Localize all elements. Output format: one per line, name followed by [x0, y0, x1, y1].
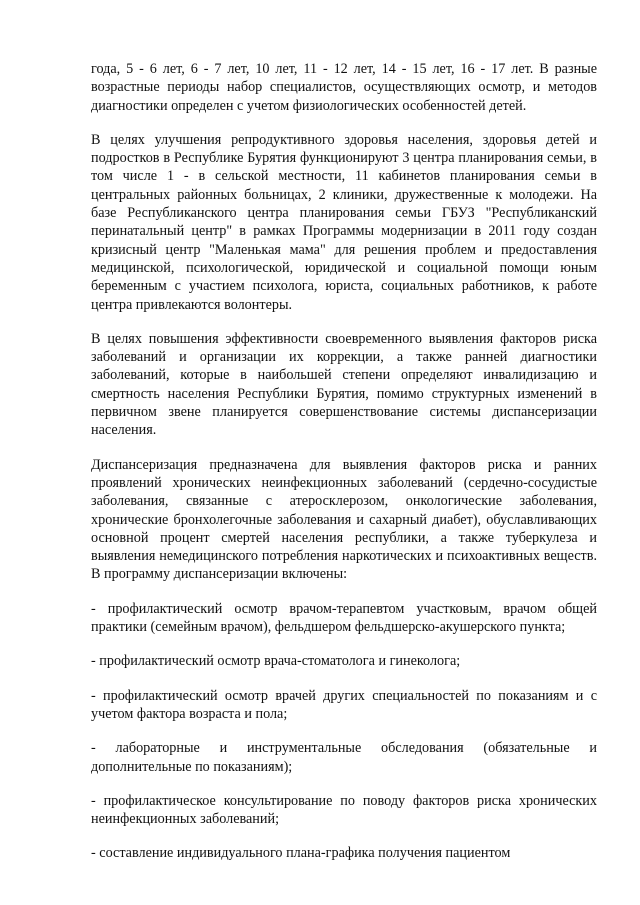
- paragraph-dispensarization: Диспансеризация предназначена для выявления факторов риска и ранних проявлений хронических неинфекционных заболеваний (сердечно-сосудистые заболевания, связанные с атеросклерозом, онкологические заболевания, хронические бронхолегочные заболевания и сахарный диабет), обуславливающих основной процент смертей населения республики, а также туберкулеза и выявления немедицинского потребления наркотических и психоактивных веществ. В программу диспансеризации включены:: [91, 456, 597, 583]
- paragraph-early-detection: В целях повышения эффективности своевременного выявления факторов риска заболеваний и организации их коррекции, а также ранней диагностики заболеваний, которые в наибольшей степени определяют инвалидизацию и смертность населения Республики Бурятия, помимо структурных изменений в первичном звене планируется совершенствование системы диспансеризации населения.: [91, 330, 597, 439]
- list-item-lab-tests: - лабораторные и инструментальные обследования (обязательные и дополнительные по показаниям);: [91, 740, 597, 775]
- document-page: [91, 60, 597, 863]
- paragraph-age-periods: года, 5 - 6 лет, 6 - 7 лет, 10 лет, 11 - 12 лет, 14 - 15 лет, 16 - 17 лет. В разные возрастные периоды набор специалистов, осуществляющих осмотр, и методов диагностики определен с учетом физиологических особенностей детей.: [91, 61, 597, 114]
- paragraph-reproductive-health: В целях улучшения репродуктивного здоровья населения, здоровья детей и подростков в Республике Бурятия функционируют 3 центра планирования семьи, в том числе 1 - в сельской местности, 11 кабинетов планирования семьи в центральных районных больницах, 2 клиники, дружественные к молодежи. На базе Республиканского центра планирования семьи ГБУЗ "Республиканский перинатальный центр" в рамках Программы модернизации в 2011 году создан кризисный центр "Маленькая мама" для решения проблем и предоставления медицинской, психологической, юридической и социальной помощи юным беременным с участием психолога, юриста, социальных работников, к работе центра привлекаются волонтеры.: [91, 131, 597, 313]
- list-item-counseling: - профилактическое консультирование по поводу факторов риска хронических неинфекционных заболеваний;: [91, 792, 597, 828]
- list-item-other-specialists: - профилактический осмотр врачей других специальностей по показаниям и с учетом фактора возраста и пола;: [91, 687, 597, 722]
- list-item-dentist-gynecologist: - профилактический осмотр врача-стоматолога и гинеколога;: [91, 653, 461, 670]
- list-item-individual-plan: - составление индивидуального плана-графика получения пациентом: [91, 845, 511, 862]
- list-item-therapist-exam: - профилактический осмотр врачом-терапевтом участковым, врачом общей практики (семейным врачом), фельдшером фельдшерско-акушерского пункта;: [91, 600, 597, 636]
